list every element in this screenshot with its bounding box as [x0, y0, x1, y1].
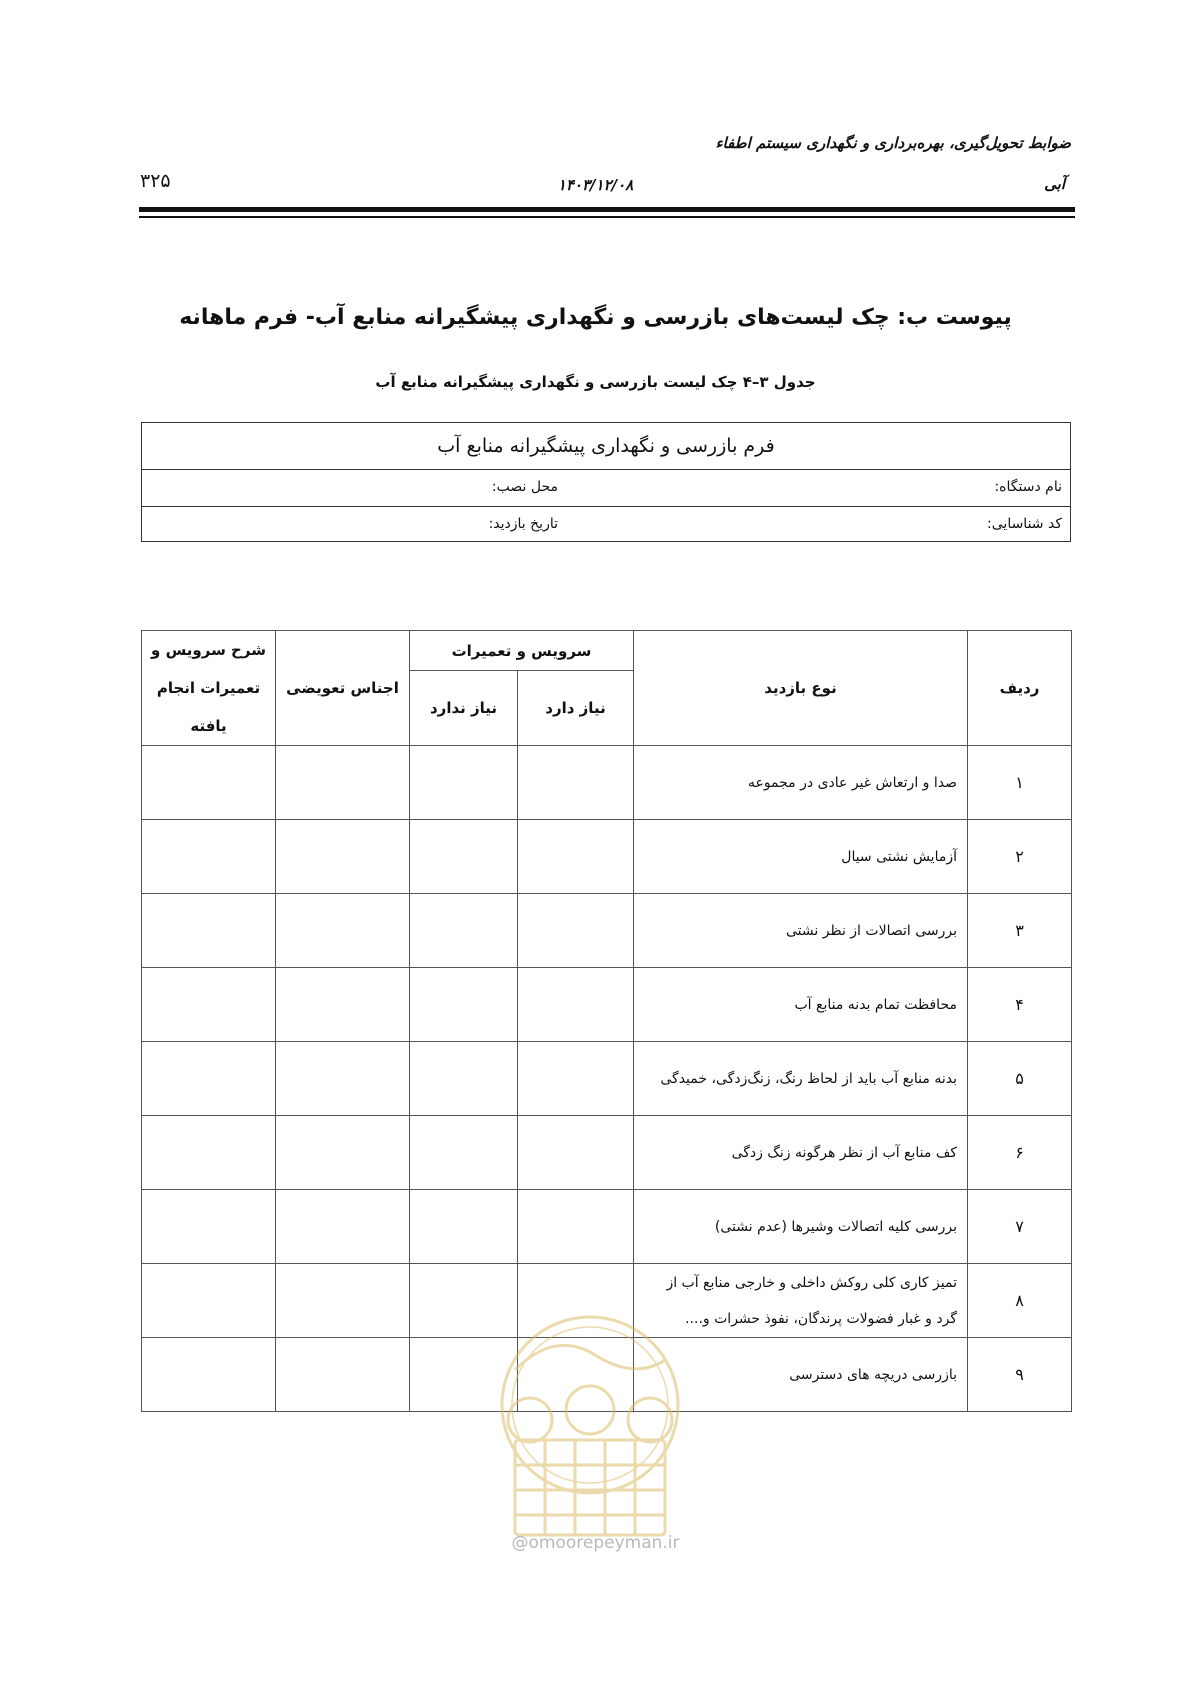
needs-cell[interactable] [518, 1116, 634, 1190]
description-cell[interactable] [142, 894, 276, 968]
needs-cell[interactable] [518, 1042, 634, 1116]
needs-cell[interactable] [518, 894, 634, 968]
header-description-line-3: یافته [190, 717, 227, 735]
header-description-line-2: تعمیرات انجام [156, 679, 261, 697]
replacement-parts-cell[interactable] [276, 894, 410, 968]
header-no-needs: نیاز ندارد [410, 671, 518, 746]
visit-item: بررسی کلیه اتصالات وشیرها (عدم نشتی) [634, 1190, 968, 1264]
running-header-title: ضوابط تحویل‌گیری، بهره‌برداری و نگهداری سیستم اطفاء [715, 134, 1071, 152]
visit-item: محافظت تمام بدنه منابع آب [634, 968, 968, 1042]
replacement-parts-cell[interactable] [276, 1042, 410, 1116]
visit-item: آزمایش نشتی سیال [634, 820, 968, 894]
visit-item: بدنه منابع آب باید از لحاظ رنگ، زنگ‌زدگی، خمیدگی [634, 1042, 968, 1116]
table-row [142, 820, 1072, 894]
row-number: ۷ [968, 1190, 1072, 1264]
row-number: ۶ [968, 1116, 1072, 1190]
running-header-date: ۱۴۰۳/۱۲/۰۸ [557, 176, 634, 194]
table-row [142, 968, 1072, 1042]
replacement-parts-cell[interactable] [276, 1338, 410, 1412]
table-row [142, 1190, 1072, 1264]
replacement-parts-cell[interactable] [276, 1190, 410, 1264]
description-cell[interactable] [142, 1264, 276, 1338]
no-needs-cell[interactable] [410, 820, 518, 894]
row-number: ۱ [968, 746, 1072, 820]
row-number: ۵ [968, 1042, 1072, 1116]
visit-item: بازرسی دریچه های دسترسی [634, 1338, 968, 1412]
description-cell[interactable] [142, 1116, 276, 1190]
needs-cell[interactable] [518, 1190, 634, 1264]
row-number: ۴ [968, 968, 1072, 1042]
no-needs-cell[interactable] [410, 1116, 518, 1190]
visit-item: کف منابع آب از نظر هرگونه زنگ زدگی [634, 1116, 968, 1190]
table-row [142, 746, 1072, 820]
header-service-group: سرویس و تعمیرات [410, 631, 634, 671]
description-cell[interactable] [142, 820, 276, 894]
form-title: فرم بازرسی و نگهداری پیشگیرانه منابع آب [142, 423, 1070, 470]
info-row-device [142, 470, 1070, 507]
replacement-parts-cell[interactable] [276, 1264, 410, 1338]
running-header-subtitle: آبی [1044, 175, 1065, 193]
needs-cell[interactable] [518, 820, 634, 894]
visit-item: صدا و ارتعاش غیر عادی در مجموعه [634, 746, 968, 820]
replacement-parts-cell[interactable] [276, 820, 410, 894]
needs-cell[interactable] [518, 746, 634, 820]
needs-cell[interactable] [518, 968, 634, 1042]
description-cell[interactable] [142, 746, 276, 820]
header-replacement-parts: اجناس تعویضی [276, 631, 410, 746]
row-number: ۲ [968, 820, 1072, 894]
header-row-number: ردیف [968, 631, 1072, 746]
replacement-parts-cell[interactable] [276, 968, 410, 1042]
visit-item: بررسی اتصالات از نظر نشتی [634, 894, 968, 968]
table-caption: جدول ۳–۴ چک لیست بازرسی و نگهداری پیشگیرانه منابع آب [375, 373, 816, 391]
replacement-parts-cell[interactable] [276, 746, 410, 820]
description-cell[interactable] [142, 1190, 276, 1264]
description-cell[interactable] [142, 968, 276, 1042]
header-needs: نیاز دارد [518, 671, 634, 746]
id-code-label: کد شناسایی: [987, 516, 1062, 532]
visit-item: تمیز کاری کلی روکش داخلی و خارجی منابع آب از گرد و غبار فضولات پرندگان، نفوذ حشرات و.... [634, 1264, 968, 1338]
table-row [142, 1042, 1072, 1116]
watermark-seal-icon [475, 1310, 705, 1550]
row-number: ۸ [968, 1264, 1072, 1338]
description-cell[interactable] [142, 1042, 276, 1116]
no-needs-cell[interactable] [410, 968, 518, 1042]
checklist-table [141, 630, 1072, 1412]
no-needs-cell[interactable] [410, 746, 518, 820]
no-needs-cell[interactable] [410, 1190, 518, 1264]
table-row [142, 1116, 1072, 1190]
description-cell[interactable] [142, 1338, 276, 1412]
row-number: ۳ [968, 894, 1072, 968]
no-needs-cell[interactable] [410, 1042, 518, 1116]
header-description-line-1: شرح سرویس و [151, 641, 266, 659]
install-location-label: محل نصب: [491, 479, 558, 495]
row-number: ۹ [968, 1338, 1072, 1412]
header-service-description [142, 631, 276, 746]
header-rule-thick [139, 207, 1075, 212]
replacement-parts-cell[interactable] [276, 1116, 410, 1190]
header-rule-thin [139, 216, 1075, 218]
device-name-label: نام دستگاه: [994, 479, 1062, 495]
info-row-code [142, 507, 1070, 543]
visit-date-label: تاریخ بازدید: [488, 516, 558, 532]
appendix-title: پیوست ب: چک لیست‌های بازرسی و نگهداری پیشگیرانه منابع آب- فرم ماهانه [179, 305, 1012, 330]
watermark-text: @omoorepeyman.ir [511, 1533, 680, 1553]
inspection-form-info-box [141, 422, 1071, 542]
table-row [142, 894, 1072, 968]
no-needs-cell[interactable] [410, 894, 518, 968]
header-visit-type: نوع بازدید [634, 631, 968, 746]
page-number: ۳۲۵ [140, 170, 171, 192]
